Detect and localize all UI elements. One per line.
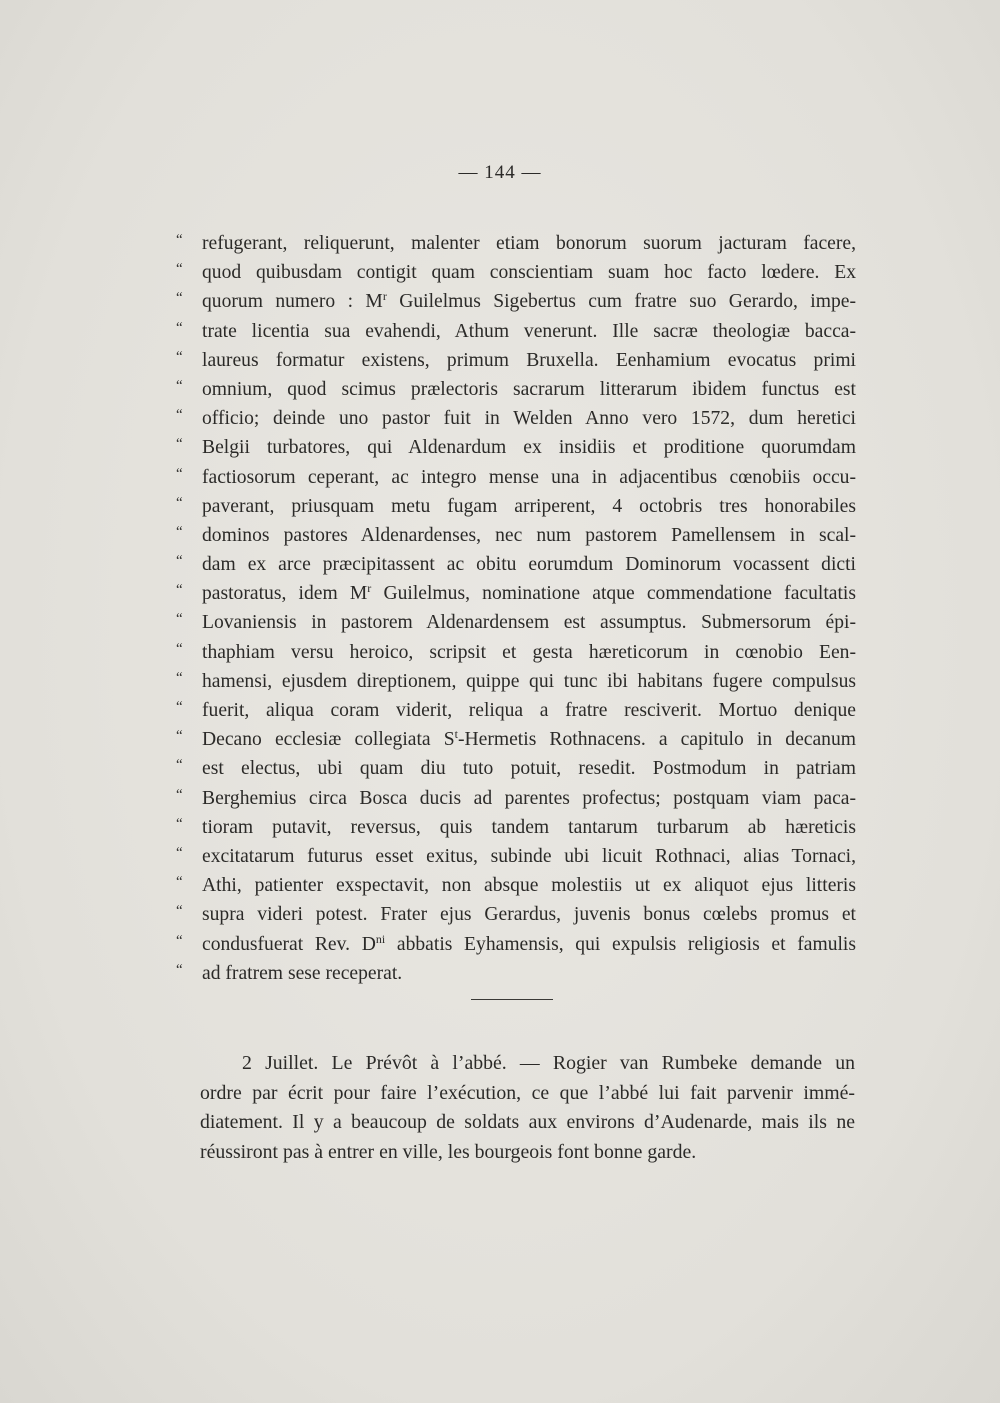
paragraph-line: 2 Juillet. Le Prévôt à l’abbé. — Rogier van Rumbeke demande un — [242, 1052, 855, 1074]
quotation-mark: “ — [176, 815, 183, 832]
quote-line-text: dominos pastores Aldenardenses, nec num pastorem Pamellensem in scal- — [202, 524, 856, 546]
quote-line — [176, 258, 856, 287]
quote-line-text: thaphiam versu heroico, scripsit et gesta hæreticorum in cœnobio Een- — [202, 641, 856, 663]
quotation-mark: “ — [176, 640, 183, 657]
quote-line — [176, 754, 856, 783]
section-separator — [471, 999, 553, 1000]
paragraph-line: ordre par écrit pour faire l’exécution, ce que l’abbé lui fait parvenir immé- — [200, 1081, 855, 1104]
quotation-mark: “ — [176, 319, 183, 336]
quotation-mark: “ — [176, 494, 183, 511]
quote-line-text: ad fratrem sese receperat. — [202, 962, 403, 984]
quotation-mark: “ — [176, 290, 183, 307]
quotation-mark: “ — [176, 903, 183, 920]
superscript: r — [382, 289, 387, 304]
quote-line-text: excitatarum futurus esset exitus, subinde ubi licuit Rothnaci, alias Tornaci, — [202, 845, 856, 867]
page-number: — 144 — — [458, 162, 542, 183]
quotation-mark: “ — [176, 377, 183, 394]
quote-line-text: trate licentia sua evahendi, Athum venerunt. Ille sacræ theologiæ bacca- — [202, 320, 856, 342]
quote-line-text: Berghemius circa Bosca ducis ad parentes profectus; postquam viam paca- — [202, 787, 856, 809]
quote-line-text: dam ex arce præcipitassent ac obitu eorumdum Dominorum vocassent dicti — [202, 554, 856, 576]
quote-line-text: laureus formatur existens, primum Bruxella. Eenhamium evocatus primi — [202, 349, 856, 371]
quote-line-text: Athi, patienter exspectavit, non absque molestiis ut ex aliquot ejus litteris — [202, 875, 856, 897]
quote-line — [176, 667, 856, 696]
quote-line-text: quorum numero : $M^r$ Guilelmus Sigebertus cum fratre suo Gerardo, impe- — [202, 289, 856, 313]
quote-line — [176, 871, 856, 900]
quote-line-text: est electus, ubi quam diu tuto potuit, resedit. Postmodum in patriam — [202, 758, 856, 780]
quote-line — [176, 317, 856, 346]
quotation-mark: “ — [176, 407, 183, 424]
quote-line — [176, 375, 856, 404]
quote-line — [176, 287, 856, 316]
quote-line — [176, 930, 856, 959]
quote-line-text: hamensi, ejusdem direptionem, quippe qui tunc ibi habitans fugere compulsus — [202, 670, 856, 692]
quote-line — [176, 433, 856, 462]
quote-line-text: officio; deinde uno pastor fuit in Welden Anno vero 1572, dum heretici — [202, 408, 856, 430]
superscript: r — [367, 581, 372, 596]
quote-line — [176, 959, 856, 988]
quote-line-text: omnium, quod scimus prælectoris sacrarum litterarum ibidem functus est — [202, 378, 856, 400]
quote-line-text: condusfuerat Rev. $D^{ni}$ abbatis Eyhamensis, qui expulsis religiosis et famulis — [202, 931, 857, 955]
superscript: ni — [375, 931, 386, 946]
quotation-mark: “ — [176, 523, 183, 540]
quotation-mark: “ — [176, 436, 183, 453]
quote-line — [176, 404, 856, 433]
quote-line — [176, 608, 856, 637]
quote-line — [176, 229, 856, 258]
quote-line — [176, 550, 856, 579]
quote-line — [176, 842, 856, 871]
quotation-mark: “ — [176, 786, 183, 803]
quote-line — [176, 579, 856, 608]
quotation-mark: “ — [176, 348, 183, 365]
latin-quotation-block — [176, 229, 856, 988]
quotation-mark: “ — [176, 699, 183, 715]
quotation-mark: “ — [176, 932, 183, 949]
quote-line-text: fuerit, aliqua coram viderit, reliqua a fratre resciverit. Mortuo denique — [202, 700, 856, 721]
quote-line — [176, 463, 856, 492]
quote-line-text: Lovaniensis in pastorem Aldenardensem est assumptus. Submersorum épi- — [202, 612, 856, 634]
quotation-mark: “ — [176, 465, 183, 482]
quotation-mark: “ — [176, 261, 183, 278]
quote-line — [176, 725, 856, 754]
quotation-mark: “ — [176, 669, 183, 686]
quotation-mark: “ — [176, 844, 183, 861]
quote-line — [176, 784, 856, 813]
paragraph-line: réussiront pas à entrer en ville, les bourgeois font bonne garde. — [200, 1140, 697, 1163]
quote-line-text: refugerant, reliquerunt, malenter etiam bonorum suorum jacturam facere, — [202, 233, 856, 254]
quotation-mark: “ — [176, 757, 183, 774]
quote-line — [176, 521, 856, 550]
quote-line — [176, 813, 856, 842]
quotation-mark: “ — [176, 728, 183, 745]
quote-line-text: Decano ecclesiæ collegiata $S^t$-Hermetis Rothnacens. a capitulo in decanum — [202, 727, 856, 751]
quote-line-text: factiosorum ceperant, ac integro mense una in adjacentibus cœnobiis occu- — [202, 466, 856, 488]
quote-line-text: quod quibusdam contigit quam conscientiam suam hoc facto lœdere. Ex — [202, 262, 856, 284]
quote-line-text: pastoratus, idem $M^r$ Guilelmus, nominatione atque commendatione facultatis — [202, 581, 856, 605]
french-paragraph — [200, 1049, 855, 1167]
quote-line — [176, 638, 856, 667]
quotation-mark: “ — [176, 553, 183, 570]
quote-line-text: supra videri potest. Frater ejus Gerardus, juvenis bonus cœlebs promus et — [202, 904, 856, 926]
quote-line — [176, 492, 856, 521]
quote-line — [176, 346, 856, 375]
paragraph-line: diatement. Il y a beaucoup de soldats aux environs d’Audenarde, mais ils ne — [200, 1111, 855, 1133]
quotation-mark: “ — [176, 611, 183, 628]
quote-line-text: tioram putavit, reversus, quis tandem tantarum turbarum ab hæreticis — [202, 816, 856, 838]
quotation-mark: “ — [176, 232, 183, 248]
quotation-mark: “ — [176, 582, 183, 599]
quotation-mark: “ — [176, 874, 183, 891]
superscript: t — [454, 727, 458, 742]
quotation-mark: “ — [176, 961, 183, 978]
quote-line — [176, 696, 856, 725]
quote-line-text: paverant, priusquam metu fugam arriperent, 4 octobris tres honorabiles — [202, 495, 856, 517]
quote-line — [176, 900, 856, 929]
quote-line-text: Belgii turbatores, qui Aldenardum ex insidiis et proditione quorumdam — [202, 437, 856, 459]
